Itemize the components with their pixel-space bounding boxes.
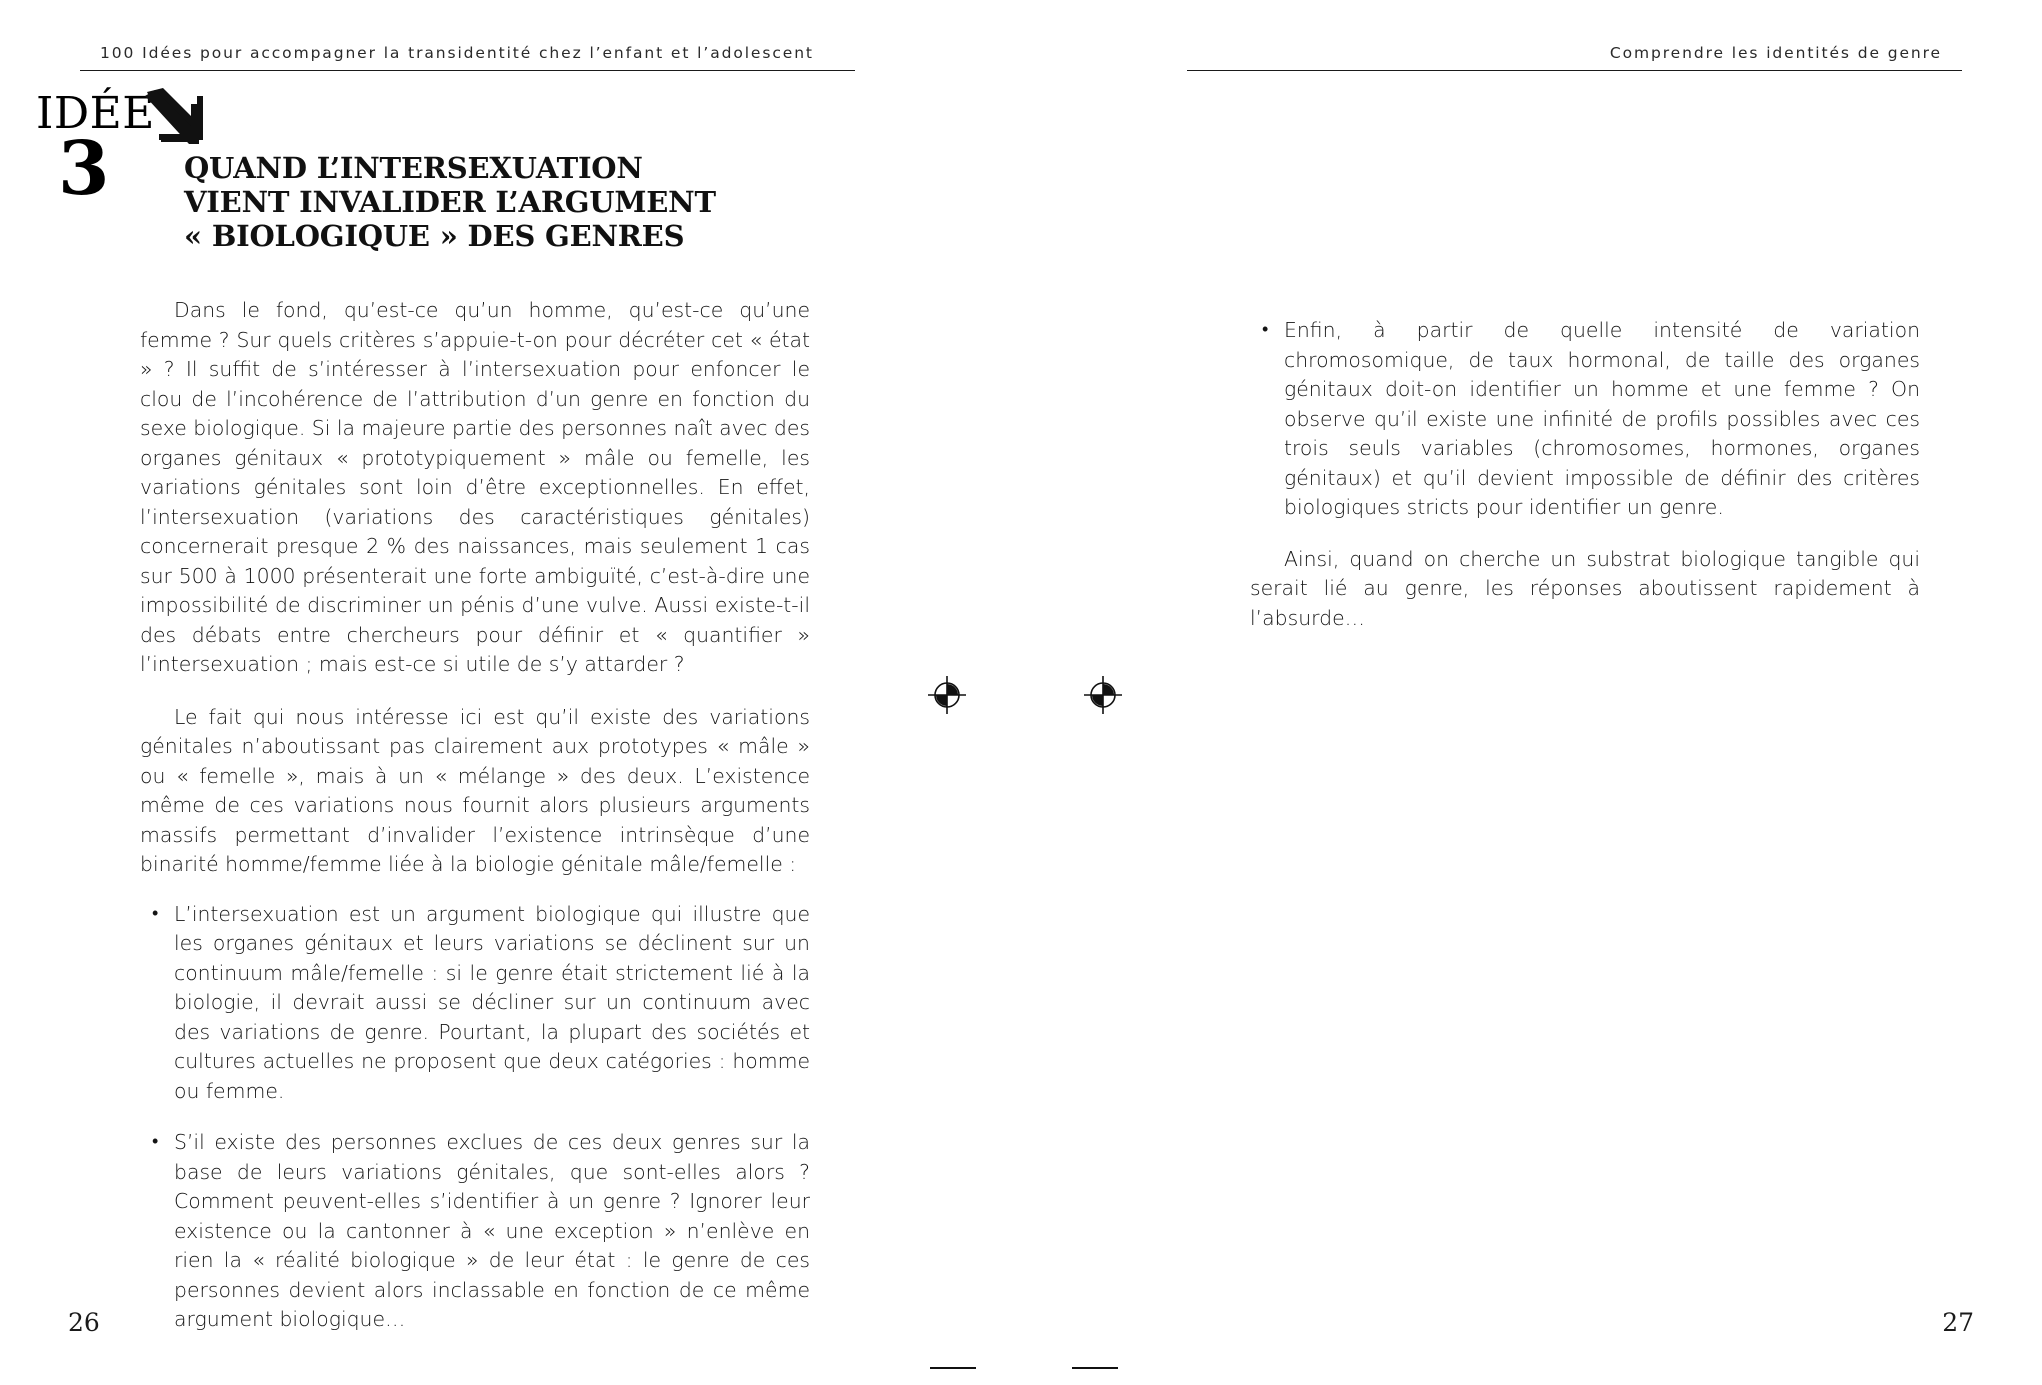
list-item: • S’il existe des personnes exclues de ces deux genres sur la base de leurs variations génitales, que sont-elles alors ? Comment peuvent-elles s’identifier à un genre ? Ignorer leur existence ou la cantonner à « une exception » n’enlève en rien la « réalité biologique » de leur état : le genre de ces personnes devient alors inclassable en fonction de ce même argument biologique… <box>140 1128 810 1335</box>
list-item: • L’intersexuation est un argument biologique qui illustre que les organes génitaux et leurs variations se déclinent sur un continuum mâle/femelle : si le genre était strictement lié à la biologie, il devrait aussi se décliner sur un continuum avec des variations de genre. Pourtant, la plupart des sociétés et cultures actuelles ne proposent que deux catégories : homme ou femme. <box>140 900 810 1107</box>
idea-label: IDÉE <box>36 88 155 139</box>
page-right <box>1021 0 2042 1385</box>
bullet-list-right <box>1250 316 1920 523</box>
paragraph: Ainsi, quand on cherche un substrat biologique tangible qui serait lié au genre, les réponses aboutissent rapidement à l’absurde… <box>1250 546 1920 630</box>
list-item: • Enfin, à partir de quelle intensité de variation chromosomique, de taux hormonal, de taille des organes génitaux doit-on identifier un homme et une femme ? On observe qu’il existe une infinité de profils possibles avec ces trois seuls variables (chromosomes, hormones, organes génitaux) et qu’il devient impossible de définir des critères biologiques stricts pour identifier un genre. <box>1250 316 1920 523</box>
bullet-list-left <box>140 900 810 1335</box>
body-column-left <box>140 296 810 1335</box>
chapter-title-line-3: « BIOLOGIQUE » DES GENRES <box>184 218 685 253</box>
running-head-right: Comprendre les identités de genre <box>1609 44 1942 62</box>
chapter-title-line-2: VIENT INVALIDER L’ARGUMENT <box>184 184 716 219</box>
running-head-left: 100 Idées pour accompagner la transidentité chez l’enfant et l’adolescent <box>100 44 814 62</box>
idea-badge <box>36 88 206 212</box>
paragraph: Dans le fond, qu’est-ce qu’un homme, qu’est-ce qu’une femme ? Sur quels critères s’appuie-t-on pour décréter cet « état » ? Il suffit de s’intéresser à l’intersexuation pour enfoncer le clou de l’incohérence de l’attribution d’un genre en fonction du sexe biologique. Si la majeure partie des personnes naît avec des organes génitaux « prototypiquement » mâle ou femelle, les variations génitales sont loin d’être exceptionnelles. En effet, l’intersexuation (variations des caractéristiques génitales) concernerait presque 2 % des naissances, mais seulement 1 cas sur 500 à 1000 présenterait une forte ambiguïté, c’est-à-dire une impossibilité de discriminer un pénis d’une vulve. Aussi existe-t-il des débats entre chercheurs pour définir et « quantifier » l’intersexuation ; mais est-ce si utile de s’y attarder ? <box>140 298 811 676</box>
chapter-title <box>184 152 824 254</box>
idea-number: 3 <box>58 126 110 212</box>
page-number-right: 27 <box>1942 1308 1974 1337</box>
running-head-rule-left <box>80 70 855 71</box>
running-head-rule-right <box>1187 70 1962 71</box>
paragraph: Le fait qui nous intéresse ici est qu’il existe des variations génitales n’aboutissant pas clairement aux prototypes « mâle » ou « femelle », mais à un « mélange » des deux. L’existence même de ces variations nous fournit alors plusieurs arguments massifs permettant d’invalider l’existence intrinsèque d’une binarité homme/femme liée à la biologie génitale mâle/femelle : <box>140 704 810 876</box>
arrow-down-right-icon <box>141 86 203 148</box>
chapter-title-line-1: QUAND L’INTERSEXUATION <box>184 151 643 185</box>
page-number-left: 26 <box>68 1308 100 1337</box>
body-column-right <box>1250 296 1920 633</box>
